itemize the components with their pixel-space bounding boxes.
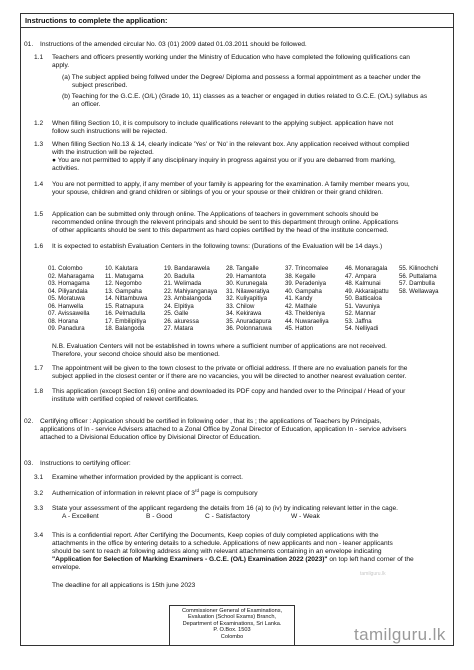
section-1-3-line3: ● You are not permitted to apply if any disciplinary inquiry in progress against you or if you are debarred from marking, xyxy=(52,157,396,164)
nb-line2: Therefore, your second choice should also be mentioned. xyxy=(52,351,220,358)
section-1-4-line2: your spouse, children and grand children or siblings of you or your spouse or their children or their grand children. xyxy=(52,189,383,196)
section-1-1-a-line1: (a) The subject applied being follwed under the Degree/ Diploma and possess a formal appointment as a teacher under the xyxy=(62,74,421,81)
town-item: 57. Dambulla xyxy=(399,280,435,288)
section-1-2-line1: When filling Section 10, it is compulsory to include qualifications relevant to the applying subject. application have not xyxy=(52,120,394,127)
town-item: 56. Puttalama xyxy=(399,272,437,280)
envelope-caption: "Application for Selection of Marking Examiners - G.C.E. (O/L) Examination 2022 (2023)" xyxy=(52,556,328,563)
town-item: 34. Kekirawa xyxy=(226,310,262,318)
section-3-4-number: 3.4 xyxy=(34,532,44,539)
section-3-4-line5: envelope. xyxy=(52,564,81,571)
towns-column-3 xyxy=(164,265,217,333)
town-item: 22. Mahiyanganaya xyxy=(164,287,218,295)
town-item: 36. Polonnaruwa xyxy=(226,325,272,333)
section-03-text: Instructions to certifying officer: xyxy=(40,460,131,467)
section-1-3-number: 1.3 xyxy=(34,141,44,148)
town-item: 43. Theldeniya xyxy=(285,310,325,318)
town-item: 55. Kilinochchi xyxy=(399,265,439,272)
address-line: Evaluation (School Exams) Branch, xyxy=(188,614,276,620)
section-3-2-text xyxy=(52,487,258,498)
grade-good: B - Good xyxy=(146,513,173,520)
section-1-1-line2: apply. xyxy=(52,62,70,69)
section-1-5-number: 1.5 xyxy=(34,211,44,218)
section-1-5-line1: Application can be submitted only through online. The Applications of teachers in government schools should be xyxy=(52,211,379,218)
town-item: 42. Mathale xyxy=(285,302,317,310)
address-line: Colombo xyxy=(220,633,244,640)
watermark-text: tamilguru.lk xyxy=(360,571,386,577)
town-item: 41. Kandy xyxy=(285,295,313,303)
town-item: 35. Anuradapura xyxy=(226,317,272,325)
towns-column-2 xyxy=(105,265,147,333)
town-item: 26. akuressa xyxy=(164,317,199,325)
section-1-5-line2: recommended online through the relevent principals and should be sent to this department through online. Applications xyxy=(52,219,399,226)
town-item: 37. Trincomalee xyxy=(285,265,329,272)
section-1-2-line2: follow such instructions will be rejected. xyxy=(52,128,168,135)
town-item: 09. Panadura xyxy=(48,325,85,333)
town-item: 49. Akkaraipattu xyxy=(345,287,389,295)
section-1-4-line1: You are not permitted to apply, if any member of your family is appearing for the examination. A family member means you, xyxy=(52,181,410,188)
town-item: 24. Elpitiya xyxy=(164,302,194,310)
section-3-1-text: Examine whether information provided by the applicant is correct. xyxy=(52,474,243,481)
deadline-text: The deadline for all appications is 15th june 2023 xyxy=(52,582,196,589)
town-item: 20. Badulla xyxy=(164,272,195,280)
address-line: Commissioner General of Examinations, xyxy=(181,607,283,614)
town-item: 38. Kegalle xyxy=(285,272,316,280)
town-item: 15. Ratnapura xyxy=(105,302,144,310)
footer-logo: tamilguru.lk xyxy=(354,625,446,644)
town-item: 08. Horana xyxy=(48,317,79,325)
section-3-4-line1: This is a confidential report. After Certifying the Documents, Keep copies of duly completed applications with the xyxy=(52,532,379,539)
section-3-3-number: 3.3 xyxy=(34,505,44,512)
section-1-6-text: It is expected to establish Evaluation Centers in the following towns: (Durations of the Evaluation will be 14 days.) xyxy=(52,243,383,250)
town-item: 29. Hamantota xyxy=(226,272,266,280)
town-item: 16. Pelmadulla xyxy=(105,310,146,318)
town-item: 30. Kurunegala xyxy=(226,280,268,288)
town-item: 47. Ampara xyxy=(345,272,377,280)
page-title: Instructions to complete the application: xyxy=(25,15,168,25)
section-3-2-text-a: Authernication of information in relevnt place of 3 xyxy=(52,490,195,497)
town-item: 45. Hatton xyxy=(285,325,314,333)
section-1-1-b-line2: an officer. xyxy=(72,101,101,108)
header-box xyxy=(20,13,454,28)
section-1-8-line2: institute with certified copied of relevet certificates. xyxy=(52,396,199,403)
town-item: 27. Matara xyxy=(164,325,194,333)
section-02-line3: attached to a Divisional Education office by Divisional Director of Education. xyxy=(40,434,261,441)
town-item: 28. Tangalle xyxy=(226,265,259,272)
town-item: 04. Piliyandala xyxy=(48,287,88,295)
town-item: 48. Kalmunai xyxy=(345,280,381,288)
towns-column-5 xyxy=(285,265,329,333)
section-1-7-line2: subject applied in the closest center or if there are no vacancies, you will be directed to another nearest evaluation center. xyxy=(52,373,407,380)
town-item: 31. Nilaweratiya xyxy=(226,287,270,295)
address-line: Department of Examinations, Sri Lanka. xyxy=(182,620,282,627)
section-1-2-number: 1.2 xyxy=(34,120,44,127)
section-3-1-number: 3.1 xyxy=(34,474,44,481)
town-item: 52. Mannar xyxy=(345,310,376,318)
section-01-text: Instructions of the amended circular No. 03 (01) 2009 dated 01.03.2011 should be followed. xyxy=(40,41,307,48)
town-item: 17. Embilipitiya xyxy=(105,317,146,325)
section-1-1-number: 1.1 xyxy=(34,54,44,61)
section-3-2-text-b: page is compulsory xyxy=(198,490,258,497)
town-item: 50. Batticaloa xyxy=(345,295,382,303)
section-1-1-a-line2: subject prescribed. xyxy=(72,82,128,89)
nb-line1: N.B. Evaluation Centers will not be established in towns where a sufficient number of applications are not received. xyxy=(52,343,387,350)
town-item: 01. Colombo xyxy=(48,265,83,272)
town-item: 25. Galle xyxy=(164,310,189,318)
town-item: 39. Peradeniya xyxy=(285,280,326,288)
section-3-3-line1: State your assessment of the applicant regardeng the details from 16 (a) to (iv) by indicating relevant letter in the cage. xyxy=(52,505,398,512)
grade-excellent: A - Excellent xyxy=(62,513,99,520)
town-item: 32. Kuliyapitiya xyxy=(226,295,267,303)
town-item: 05. Moratuwa xyxy=(48,295,85,303)
towns-column-6 xyxy=(345,265,389,333)
section-1-7-number: 1.7 xyxy=(34,365,44,372)
town-item: 13. Gampaha xyxy=(105,287,142,295)
section-3-2-sup: rd xyxy=(194,487,199,493)
section-02-number: 02. xyxy=(24,418,34,425)
town-item: 21. Welimada xyxy=(164,280,202,288)
section-1-6-number: 1.6 xyxy=(34,243,44,250)
town-item: 03. Homagama xyxy=(48,280,90,288)
town-item: 18. Balangoda xyxy=(105,325,145,333)
address-box xyxy=(169,605,295,646)
town-item: 58. Wellawaya xyxy=(399,287,439,295)
town-item: 19. Bandarawela xyxy=(164,265,210,272)
town-item: 44. Nuwaraeliya xyxy=(285,317,329,325)
town-item: 11. Matugama xyxy=(105,272,144,280)
town-item: 54. Nelliyadi xyxy=(345,325,379,333)
town-item: 07. Avissawella xyxy=(48,310,90,318)
section-02-line1: Certifying officer : Appication should be certified in following oder , that its ; the applications of Teachers by Principals, xyxy=(40,418,382,425)
section-1-3-line2: with the instruction will be rejected. xyxy=(52,149,154,156)
towns-column-4 xyxy=(226,265,272,333)
town-item: 12. Negombo xyxy=(105,280,142,288)
section-3-4-line4-rest: on top left hand corner of the xyxy=(327,556,414,563)
town-item: 14. Nittambuwa xyxy=(105,295,148,303)
town-item: 10. Kalutara xyxy=(105,265,138,272)
town-item: 51. Vavuniya xyxy=(345,302,380,310)
town-item: 40. Gampaha xyxy=(285,287,322,295)
address-line: P. O.Box. 1503 xyxy=(213,627,251,633)
section-1-3-line1: When filling Section No.13 & 14, clearly indicate 'Yes' or 'No' in the relevant box. Any application received without complied xyxy=(52,141,410,148)
town-item: 33. Chilow xyxy=(226,302,255,310)
section-1-3-line4: activities. xyxy=(52,165,80,172)
section-1-4-number: 1.4 xyxy=(34,181,44,188)
section-3-4-line4 xyxy=(52,556,414,564)
section-1-8-line1: This application (except Section 16) online and downloaded its PDF copy and handed over to the Principal / Head of your xyxy=(52,388,406,395)
section-1-7-line1: The appointment will be given to the town closest to the private or official address. If there are no evaluation panels for the xyxy=(52,365,408,372)
town-item: 06. Hanwella xyxy=(48,302,84,310)
section-03-number: 03. xyxy=(24,460,34,467)
grade-weak: W - Weak xyxy=(291,513,320,520)
section-1-1-b-line1: (b) Teaching for the G.C.E. (O/L) (Grade 10, 11) classes as a teacher or engaged in duties related to G.C.E. (O/L) syllabus as xyxy=(62,93,428,100)
section-01-number: 01. xyxy=(24,41,34,48)
section-1-1-line1: Teachers and officers presently working under the Ministry of Education who have completed the following qulifications can xyxy=(52,54,410,61)
town-item: 23. Ambalangoda xyxy=(164,295,212,303)
section-02-line2: applications of In - service Advisers attached to a Zonal Office by Zonal Director of Education, application In - service advisers xyxy=(40,426,407,433)
section-3-4-line2: attachments in the office by entering details to a schedule. Applications of new applicants and non - leaner applicants xyxy=(52,540,393,547)
section-1-5-line3: of other applicants should be sent to this department as hard copies certified by the head of the institute concerned. xyxy=(52,227,389,234)
section-3-2-number: 3.2 xyxy=(34,490,44,497)
grade-satisfactory: C - Satisfactory xyxy=(205,513,251,520)
towns-column-1 xyxy=(48,265,94,333)
section-1-8-number: 1.8 xyxy=(34,388,44,395)
town-item: 46. Monaragala xyxy=(345,265,388,272)
town-item: 02. Maharagama xyxy=(48,272,95,280)
town-item: 53. Jaffna xyxy=(345,317,372,325)
section-3-4-line3: should be sent to reach at following address along with relevant attachments containing in an envelope indicating xyxy=(52,548,382,555)
towns-column-7 xyxy=(399,265,439,295)
